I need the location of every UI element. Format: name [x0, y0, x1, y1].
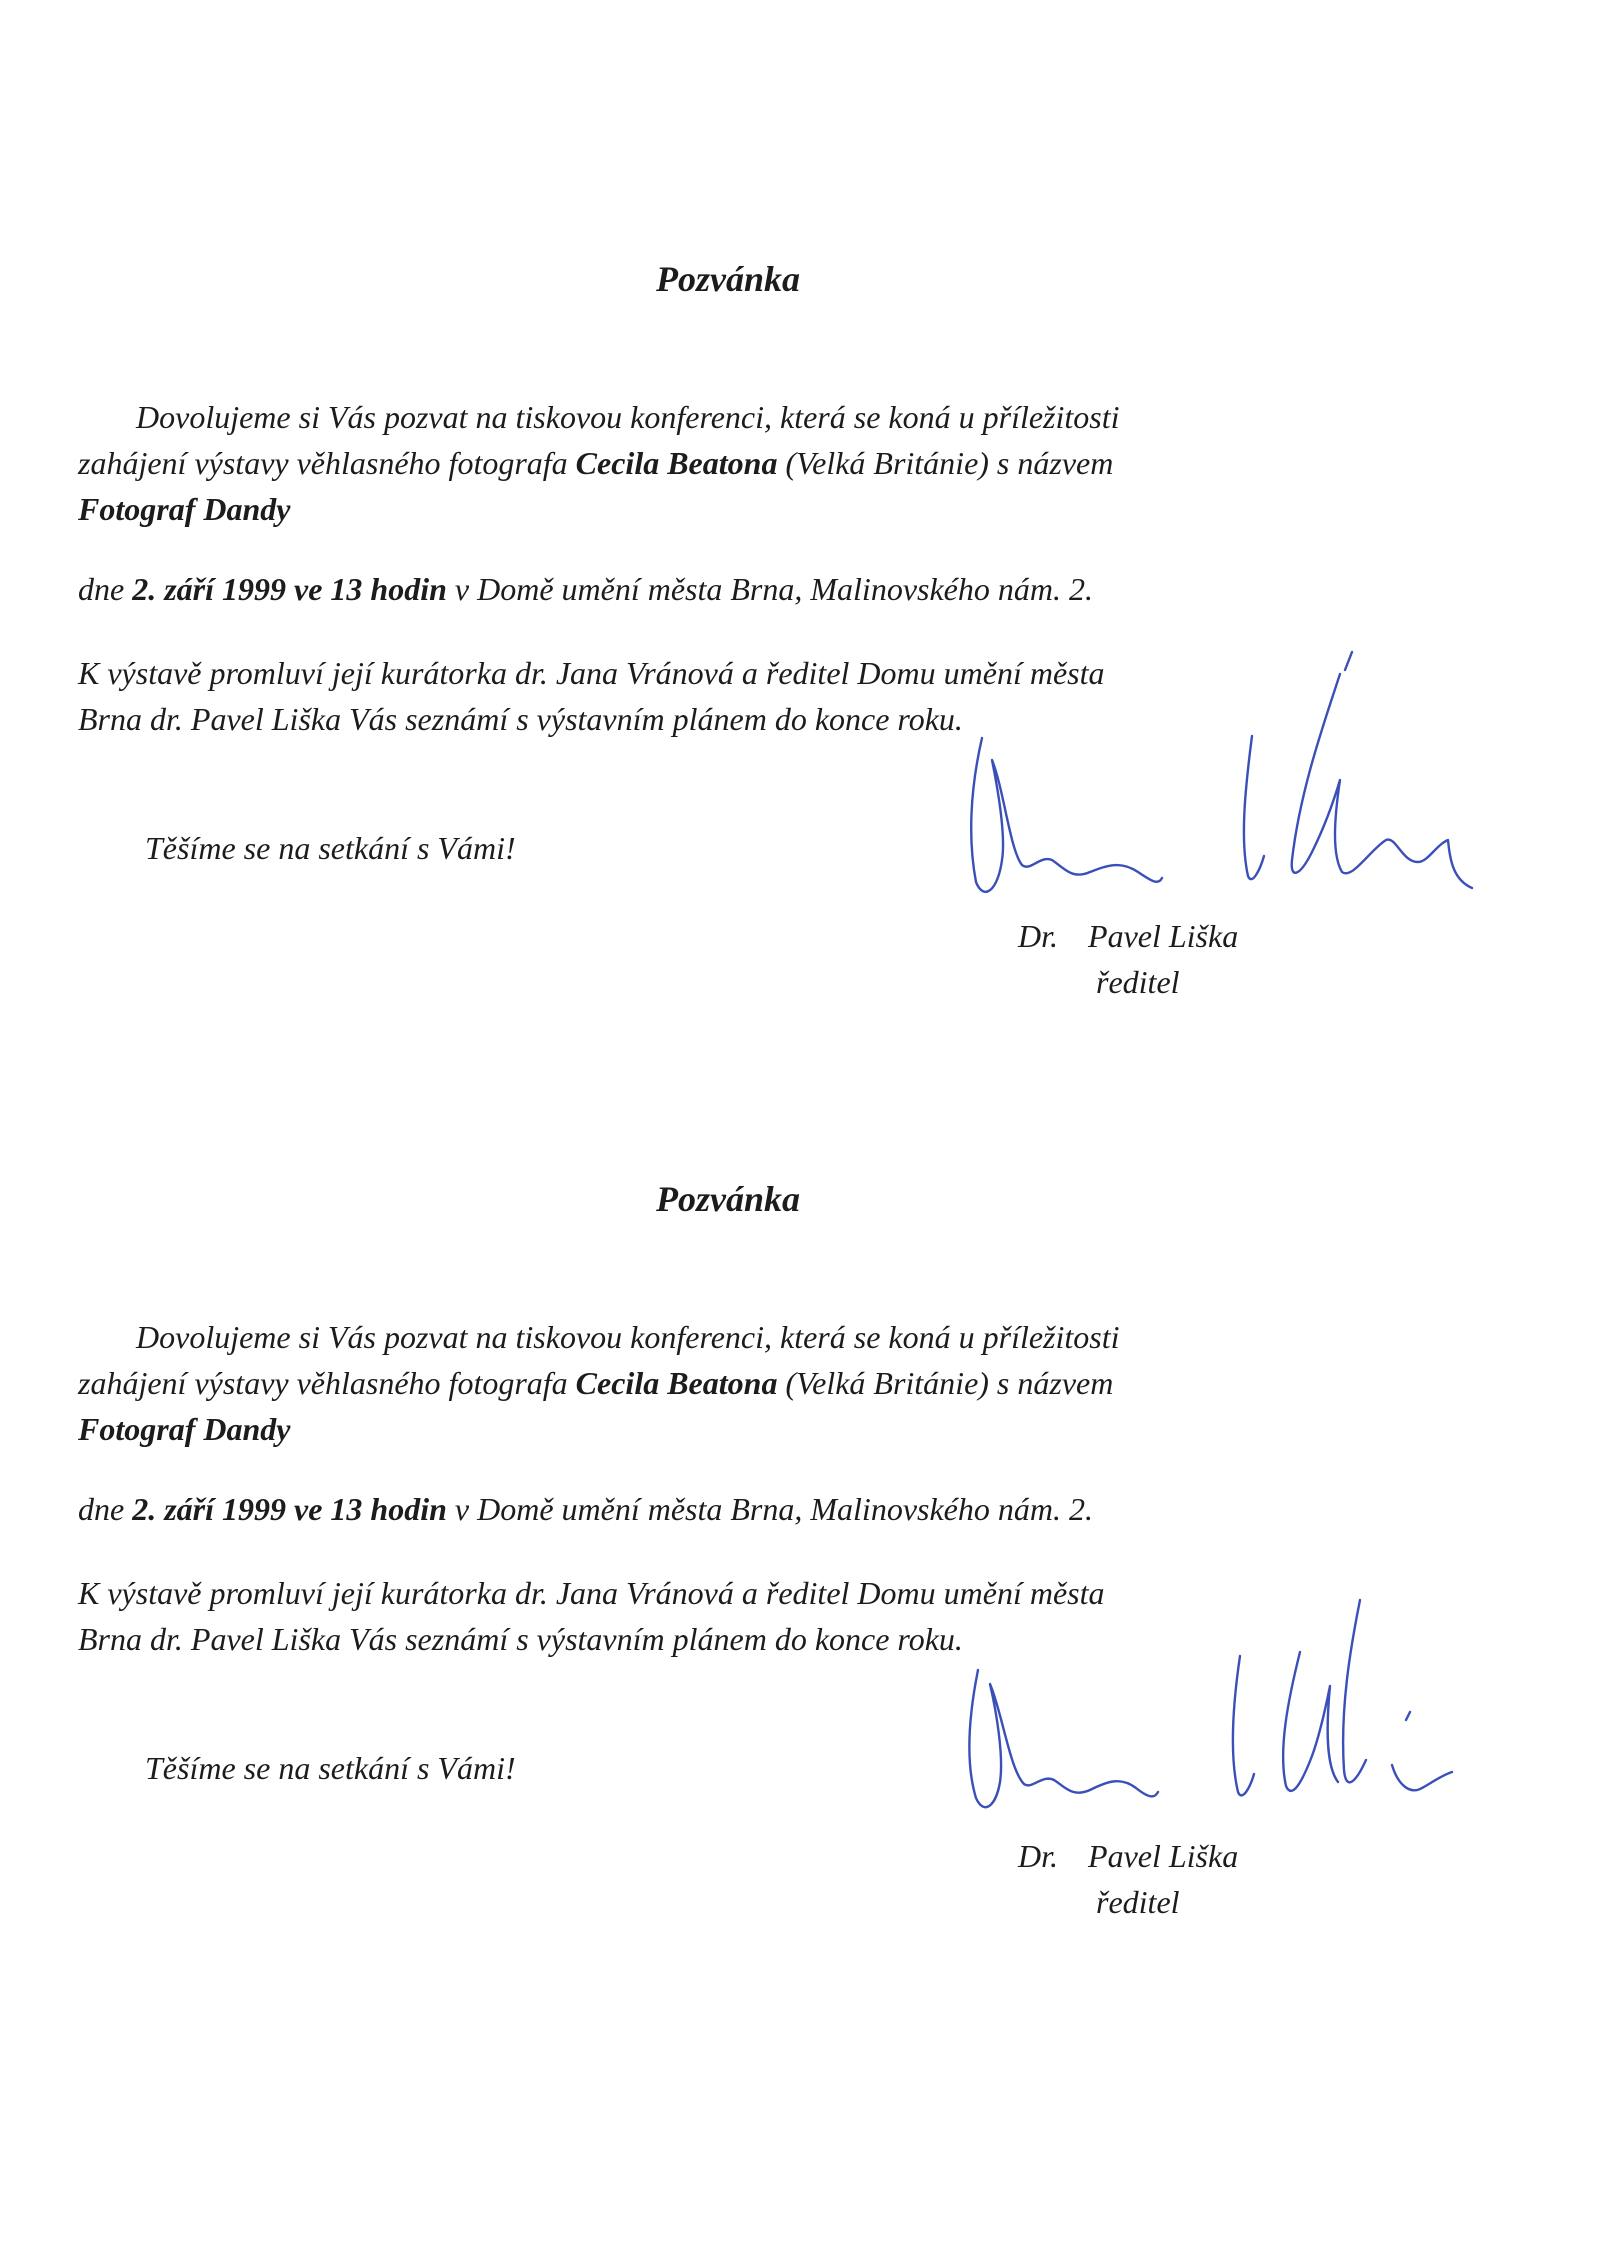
intro-line-2-end: (Velká Británie) s názvem [777, 445, 1114, 481]
photographer-name: Cecila Beatona [575, 1365, 778, 1401]
intro-line-1: Dovolujeme si Vás pozvat na tiskovou konferenci, která se koná u příležitosti [136, 1319, 1120, 1355]
event-datetime: 2. září 1999 ve 13 hodin [132, 571, 447, 607]
exhibition-title: Fotograf Dandy [78, 1411, 291, 1447]
speakers-line-2: Brna dr. Pavel Liška Vás seznámí s výstavním plánem do konce roku. [78, 1621, 963, 1657]
exhibition-title: Fotograf Dandy [78, 491, 291, 527]
photographer-name: Cecila Beatona [575, 445, 778, 481]
invitation-2 [0, 920, 1600, 1920]
signer-title: Dr. [1018, 918, 1059, 954]
intro-line-2-start: zahájení výstavy věhlasného fotografa [78, 1365, 576, 1401]
intro-line-1: Dovolujeme si Vás pozvat na tiskovou konferenci, která se koná u příležitosti [136, 399, 1120, 435]
intro-line-2 [78, 1360, 1318, 1406]
signer-role: ředitel [1096, 1884, 1180, 1920]
signer-block [1018, 1833, 1238, 1925]
event-datetime: 2. září 1999 ve 13 hodin [132, 1491, 447, 1527]
signer-role: ředitel [1096, 964, 1180, 1000]
invitation-title: Pozvánka [656, 1179, 800, 1219]
intro-paragraph [78, 394, 1318, 532]
invitation-1 [0, 0, 1600, 1000]
date-paragraph [78, 566, 1318, 612]
signer-name: Pavel Liška [1088, 1838, 1239, 1874]
intro-paragraph [78, 1314, 1318, 1452]
intro-line-2 [78, 440, 1318, 486]
intro-line-2-end: (Velká Británie) s názvem [777, 1365, 1114, 1401]
intro-line-2-start: zahájení výstavy věhlasného fotografa [78, 445, 576, 481]
date-prefix: dne [78, 1491, 133, 1527]
date-prefix: dne [78, 571, 133, 607]
speakers-line-2: Brna dr. Pavel Liška Vás seznámí s výstavním plánem do konce roku. [78, 701, 963, 737]
handwritten-signature [940, 1560, 1480, 1840]
closing-line: Těšíme se na setkání s Vámi! [145, 1750, 516, 1786]
signer-name: Pavel Liška [1088, 918, 1239, 954]
event-venue: v Domě umění města Brna, Malinovského nám. 2. [446, 571, 1093, 607]
speakers-line-1: K výstavě promluví její kurátorka dr. Jana Vránová a ředitel Domu umění města [78, 1575, 1105, 1611]
signer-title: Dr. [1018, 1838, 1059, 1874]
date-paragraph [78, 1486, 1318, 1532]
closing-line: Těšíme se na setkání s Vámi! [145, 830, 516, 866]
invitation-title: Pozvánka [656, 259, 800, 299]
event-venue: v Domě umění města Brna, Malinovského nám. 2. [446, 1491, 1093, 1527]
handwritten-signature [940, 640, 1480, 920]
speakers-line-1: K výstavě promluví její kurátorka dr. Jana Vránová a ředitel Domu umění města [78, 655, 1105, 691]
